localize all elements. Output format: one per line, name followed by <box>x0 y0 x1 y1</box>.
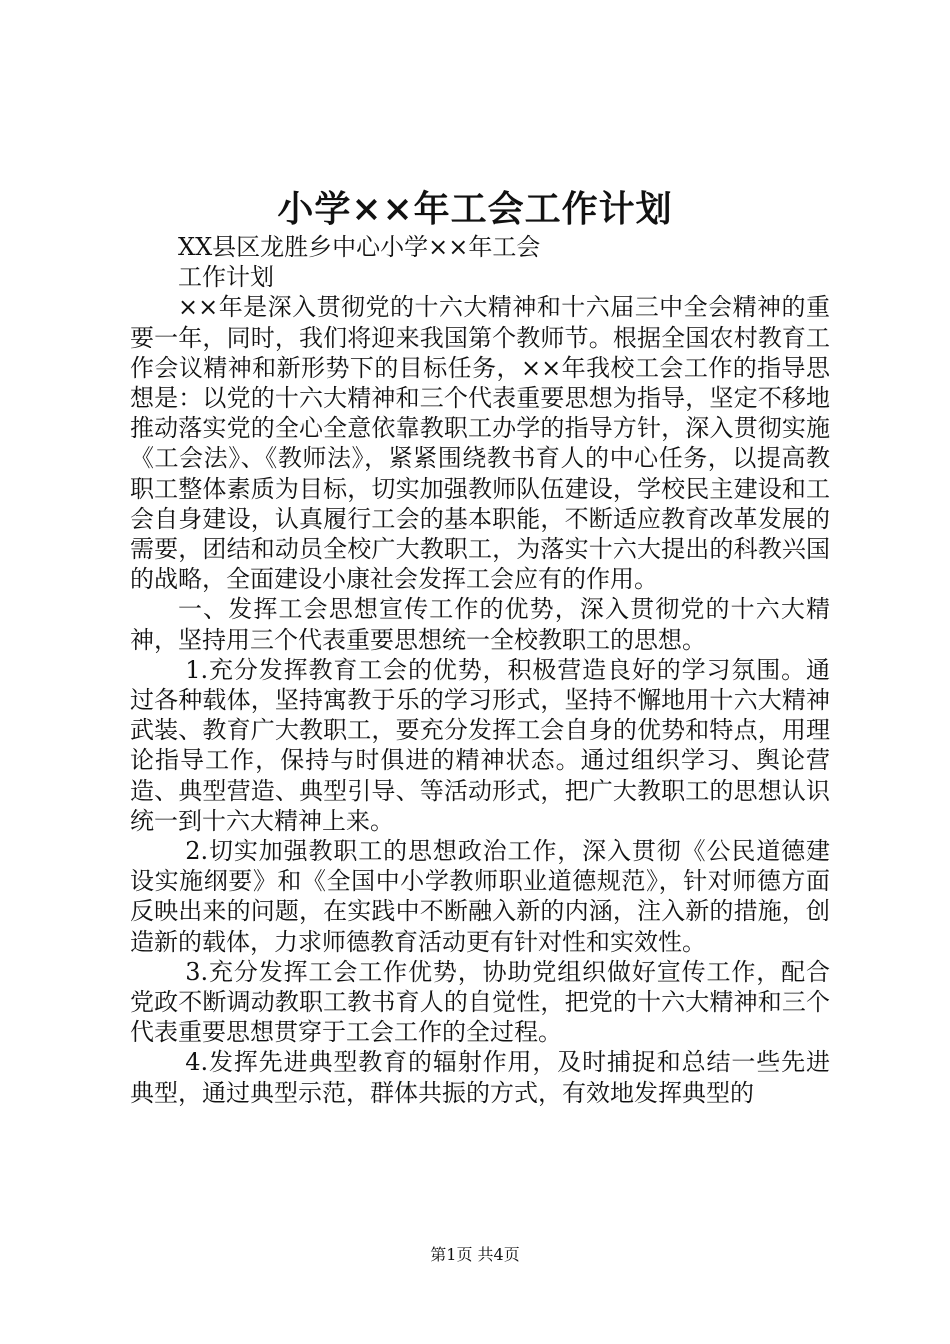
subheading-line-2: 工作计划 <box>178 263 274 292</box>
item-paragraph-1: 1.充分发挥教育工会的优势，积极营造良好的学习氛围。通过各种载体，坚持寓教于乐的学习形式，坚持不懈地用十六大精神武装、教育广大教职工，要充分发挥工会自身的优势和特点，用理论指导工作，保持与时俱进的精神状态。通过组织学习、舆论营造、典型营造、典型引导、等活动形式，把广大教职工的思想认识统一到十六大精神上来。 <box>130 655 830 835</box>
item-paragraph-3: 3.充分发挥工会工作优势，协助党组织做好宣传工作，配合党政不断调动教职工教书育人的自觉性，把党的十六大精神和三个代表重要思想贯穿于工会工作的全过程。 <box>130 957 830 1047</box>
intro-paragraph: ××年是深入贯彻党的十六大精神和十六届三中全会精神的重要一年，同时，我们将迎来我国第个教师节。根据全国农村教育工作会议精神和新形势下的目标任务，××年我校工会工作的指导思想是：以党的十六大精神和三个代表重要思想为指导，坚定不移地推动落实党的全心全意依靠教职工办学的指导方针，深入贯彻实施《工会法》、《教师法》，紧紧围绕教书育人的中心任务，以提高教职工整体素质为目标，切实加强教师队伍建设，学校民主建设和工会自身建设，认真履行工会的基本职能，不断适应教育改革发展的需要，团结和动员全校广大教职工，为落实十六大提出的科教兴国的战略，全面建设小康社会发挥工会应有的作用。 <box>130 293 830 594</box>
subheading-line-1: XX县区龙胜乡中心小学××年工会 <box>178 233 541 261</box>
section-heading-1: 一、发挥工会思想宣传工作的优势，深入贯彻党的十六大精神，坚持用三个代表重要思想统一全校教职工的思想。 <box>130 595 830 654</box>
item-paragraph-4: 4.发挥先进典型教育的辐射作用，及时捕捉和总结一些先进典型，通过典型示范，群体共振的方式，有效地发挥典型的 <box>130 1048 830 1107</box>
document-title: 小学××年工会工作计划 <box>277 188 673 230</box>
document-body <box>130 232 830 1108</box>
item-paragraph-2: 2.切实加强教职工的思想政治工作，深入贯彻《公民道德建设实施纲要》和《全国中小学教师职业道德规范》，针对师德方面反映出来的问题，在实践中不断融入新的内涵，注入新的措施，创造新的载体，力求师德教育活动更有针对性和实效性。 <box>130 837 830 956</box>
page-number-footer: 第1页 共4页 <box>430 1245 520 1264</box>
